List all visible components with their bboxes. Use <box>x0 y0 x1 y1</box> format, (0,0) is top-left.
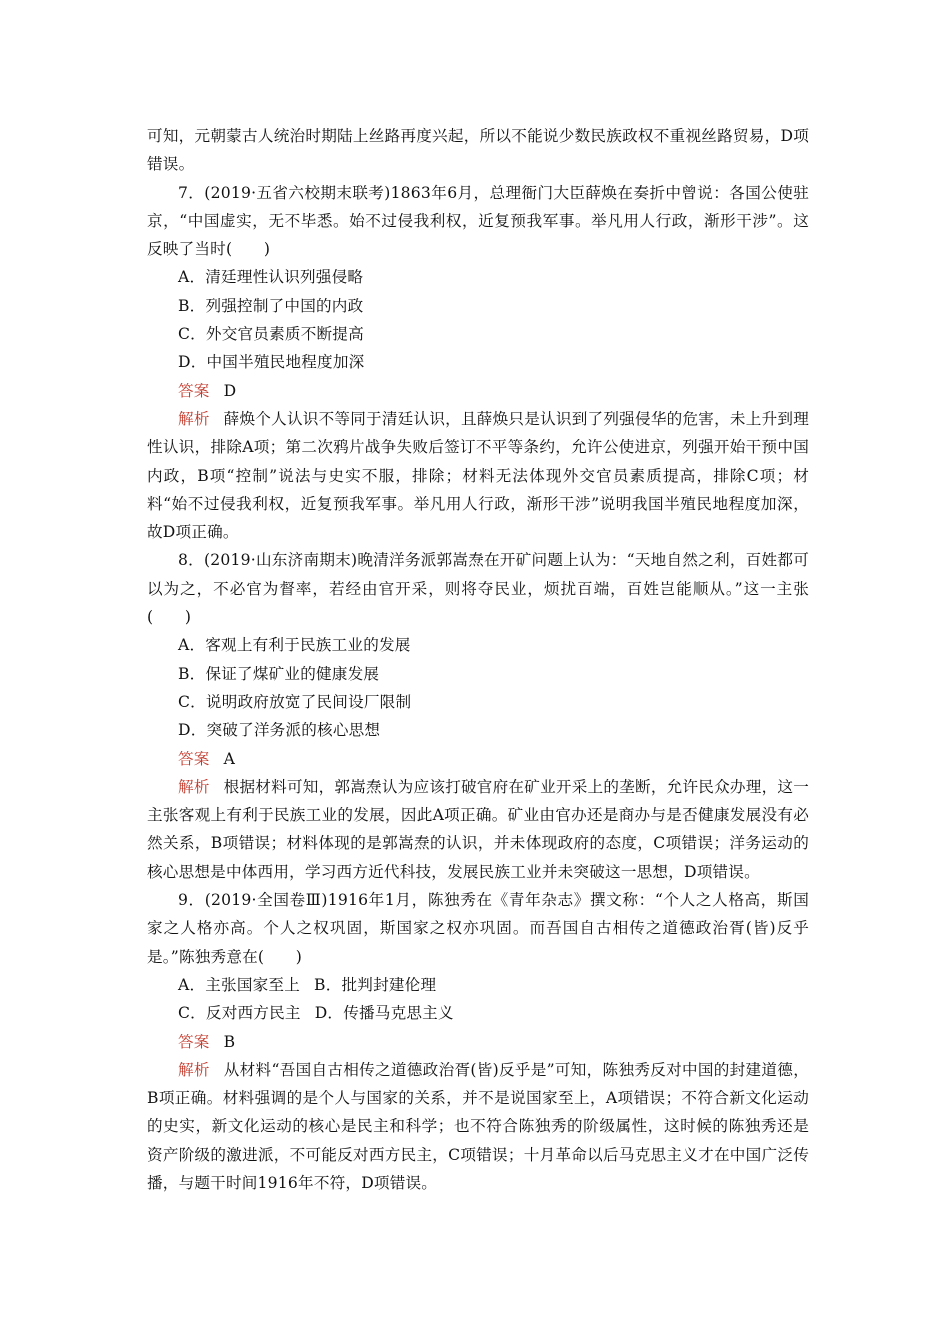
analysis-label: 解析 <box>178 1060 210 1079</box>
q8-analysis-text: 根据材料可知，郭嵩焘认为应该打破官府在矿业开采上的垄断，允许民众办理，这一主张客观上有利于民族工业的发展，因此A项正确。矿业由官办还是商办与是否健康发展没有必然关系，B项错误；材料体现的是郭嵩焘的认识，并未体现政府的态度，C项错误；洋务运动的核心思想是中体西用，学习西方近代科技，发展民族工业并未突破这一思想，D项错误。 <box>147 777 810 881</box>
answer-label: 答案 <box>178 1032 210 1051</box>
answer-label: 答案 <box>178 381 210 400</box>
q9-stem: 9．(2019·全国卷Ⅲ)1916年1月，陈独秀在《青年杂志》撰文称：“个人之人格高，斯国家之人格亦高。个人之权巩固，斯国家之权亦巩固。而吾国自古相传之道德政治胥(皆)反乎是。”陈独秀意在( ) <box>147 891 809 966</box>
q8-stem: 8．(2019·山东济南期末)晚清洋务派郭嵩焘在开矿问题上认为：“天地自然之利，百姓都可以为之，不必官为督率，若经由官开采，则将夺民业，烦扰百端，百姓岂能顺从。”这一主张( ) <box>147 551 809 627</box>
continuation-text: 可知，元朝蒙古人统治时期陆上丝路再度兴起，所以不能说少数民族政权不重视丝路贸易，D项错误。 <box>147 127 809 174</box>
q9-answer-value: B <box>223 1032 236 1051</box>
q9-option-b: B．批判封建伦理 <box>314 975 437 994</box>
q8-analysis <box>147 773 809 886</box>
q8-answer <box>147 745 809 773</box>
q9-option-a: A．主张国家至上 <box>178 975 301 994</box>
q8-option-d: D．突破了洋务派的核心思想 <box>178 721 381 740</box>
q8-option-c: C．说明政府放宽了民间设厂限制 <box>178 692 412 711</box>
q7-answer-value: D <box>223 381 237 400</box>
q9-analysis-text: 从材料“吾国自古相传之道德政治胥(皆)反乎是”可知，陈独秀反对中国的封建道德，B项正确。材料强调的是个人与国家的关系，并不是说国家至上，A项错误；不符合新文化运动的史实，新文化运动的核心是民主和科学；也不符合陈独秀的阶级属性，这时候的陈独秀还是资产阶级的激进派，不可能反对西方民主，C项错误；十月革命以后马克思主义才在中国广泛传播，与题干时间1916年不符，D项错误。 <box>147 1060 809 1192</box>
q7-answer <box>147 377 809 405</box>
q8-answer-value: A <box>223 749 236 768</box>
q7-analysis <box>147 405 809 546</box>
q9-answer <box>147 1028 809 1056</box>
q7-option-b: B．列强控制了中国的内政 <box>178 296 364 315</box>
q9-option-d: D．传播马克思主义 <box>314 1004 454 1023</box>
q9-options-row-2 <box>147 999 809 1027</box>
q7-option-a: A．清廷理性认识列强侵略 <box>178 268 364 287</box>
analysis-label: 解析 <box>178 777 210 796</box>
q7-option-d: D．中国半殖民地程度加深 <box>178 353 365 372</box>
document-page <box>147 122 809 1197</box>
q7-analysis-text: 薛焕个人认识不等同于清廷认识，且薛焕只是认识到了列强侵华的危害，未上升到理性认识，排除A项；第二次鸦片战争失败后签订不平等条约，允许公使进京，列强开始干预中国内政，B项“控制”说法与史实不服，排除；材料无法体现外交官员素质提高，排除C项；材料“始不过侵我利权，近复预我军事。举凡用人行政，渐形干涉”说明我国半殖民地程度加深，故D项正确。 <box>147 409 810 542</box>
q8-option-b: B．保证了煤矿业的健康发展 <box>178 664 380 683</box>
q9-analysis <box>147 1056 809 1197</box>
answer-label: 答案 <box>178 749 210 768</box>
q7-stem: 7．(2019·五省六校期末联考)1863年6月，总理衙门大臣薛焕在奏折中曾说：各国公使驻京，“中国虚实，无不毕悉。始不过侵我利权，近复预我军事。举凡用人行政，渐形干涉”。这反映了当时( ) <box>147 183 809 259</box>
q8-option-a: A．客观上有利于民族工业的发展 <box>178 636 411 655</box>
q7-option-c: C．外交官员素质不断提高 <box>178 325 364 344</box>
analysis-label: 解析 <box>178 409 210 428</box>
q9-options-row-1 <box>147 971 809 999</box>
q9-option-c: C．反对西方民主 <box>178 1004 301 1023</box>
